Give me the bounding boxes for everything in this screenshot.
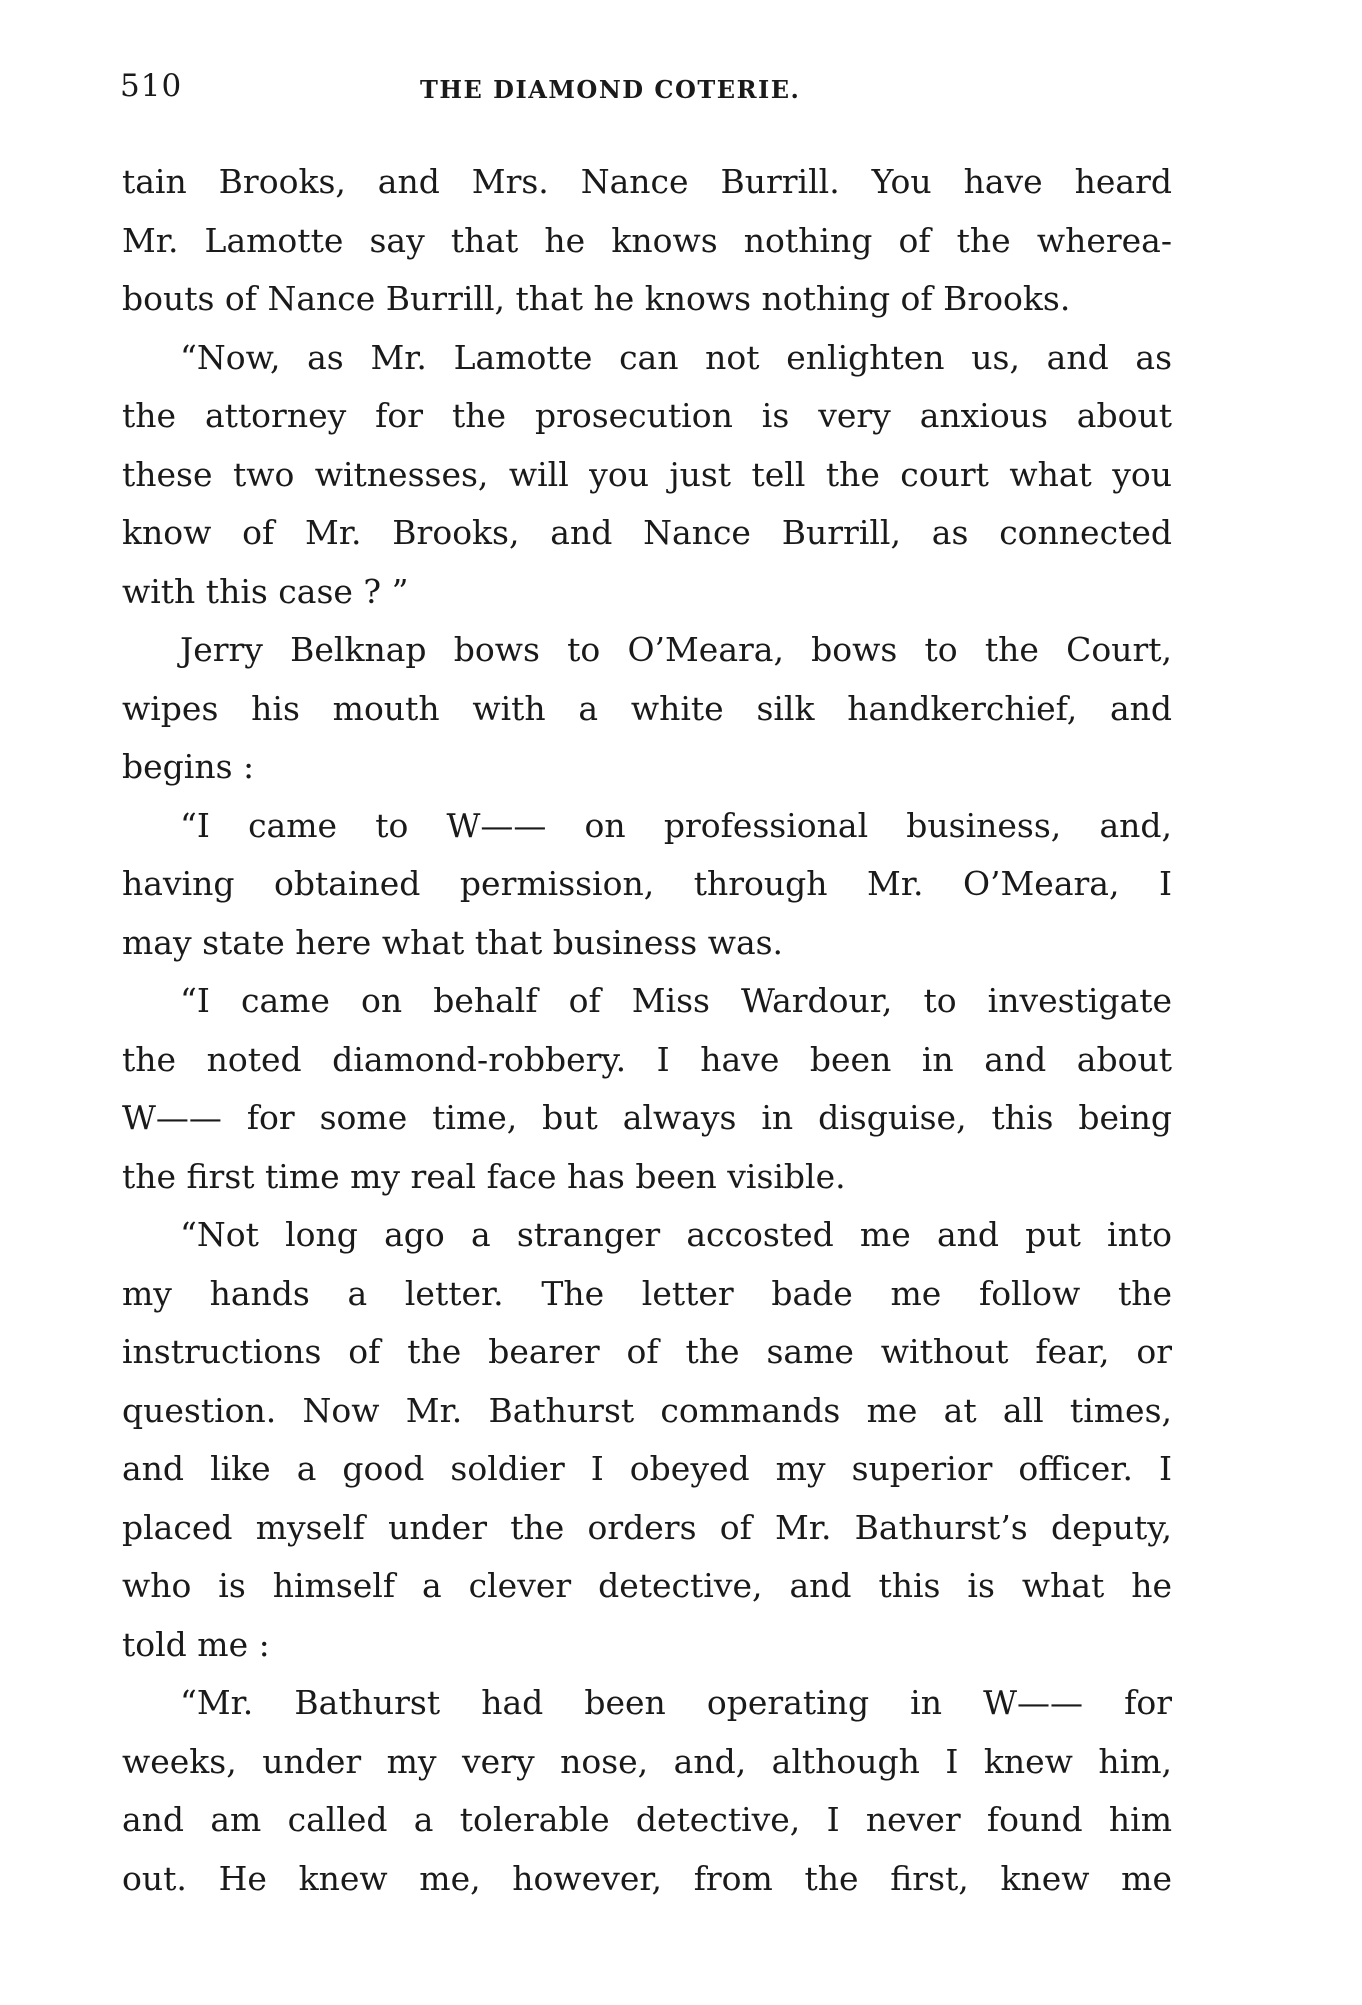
text-line: W—— for some time, but always in disguise, this being (122, 1098, 1172, 1137)
text-line: and am called a tolerable detective, I never found him (122, 1800, 1172, 1839)
page-number: 510 (120, 68, 183, 104)
text-line: may state here what that business was. (122, 922, 784, 962)
text-line: “I came to W—— on professional business, and, (180, 805, 1172, 845)
text-line: tain Brooks, and Mrs. Nance Burrill. You have heard (122, 162, 1172, 201)
text-line: with this case ? ” (122, 571, 409, 611)
text-line: these two witnesses, will you just tell the court what you (122, 454, 1172, 494)
text-line: bouts of Nance Burrill, that he knows nothing of Brooks. (122, 279, 1071, 318)
page-header (120, 68, 1175, 118)
running-title: THE DIAMOND COTERIE. (420, 75, 801, 104)
text-line: the noted diamond-robbery. I have been in and about (122, 1039, 1172, 1079)
text-line: weeks, under my very nose, and, although I knew him, (122, 1741, 1172, 1781)
text-line: my hands a letter. The letter bade me follow the (122, 1273, 1172, 1313)
text-line: Jerry Belknap bows to O’Meara, bows to the Court, (180, 630, 1172, 669)
text-line: instructions of the bearer of the same without fear, or (122, 1332, 1172, 1371)
text-line: know of Mr. Brooks, and Nance Burrill, as connected (122, 513, 1172, 552)
text-line: and like a good soldier I obeyed my superior officer. I (122, 1449, 1172, 1488)
text-line: question. Now Mr. Bathurst commands me at all times, (122, 1390, 1172, 1430)
text-line: “Now, as Mr. Lamotte can not enlighten us, and as (180, 337, 1172, 377)
text-line: who is himself a clever detective, and this is what he (122, 1566, 1172, 1605)
text-line: wipes his mouth with a white silk handkerchief, and (122, 688, 1172, 728)
text-line: begins : (122, 747, 255, 786)
text-line: Mr. Lamotte say that he knows nothing of the wherea- (122, 220, 1172, 260)
text-line: the attorney for the prosecution is very anxious about (122, 396, 1172, 435)
text-line: “I came on behalf of Miss Wardour, to investigate (180, 981, 1172, 1020)
text-line: the first time my real face has been visible. (122, 1156, 846, 1196)
body-text (122, 153, 1172, 1908)
text-line: having obtained permission, through Mr. O’Meara, I (122, 864, 1172, 903)
text-line: out. He knew me, however, from the first, knew me (122, 1858, 1172, 1898)
text-line: placed myself under the orders of Mr. Bathurst’s deputy, (122, 1507, 1172, 1547)
text-line: “Mr. Bathurst had been operating in W—— for (180, 1683, 1172, 1722)
text-line: told me : (122, 1624, 270, 1664)
text-line: “Not long ago a stranger accosted me and put into (180, 1215, 1172, 1254)
